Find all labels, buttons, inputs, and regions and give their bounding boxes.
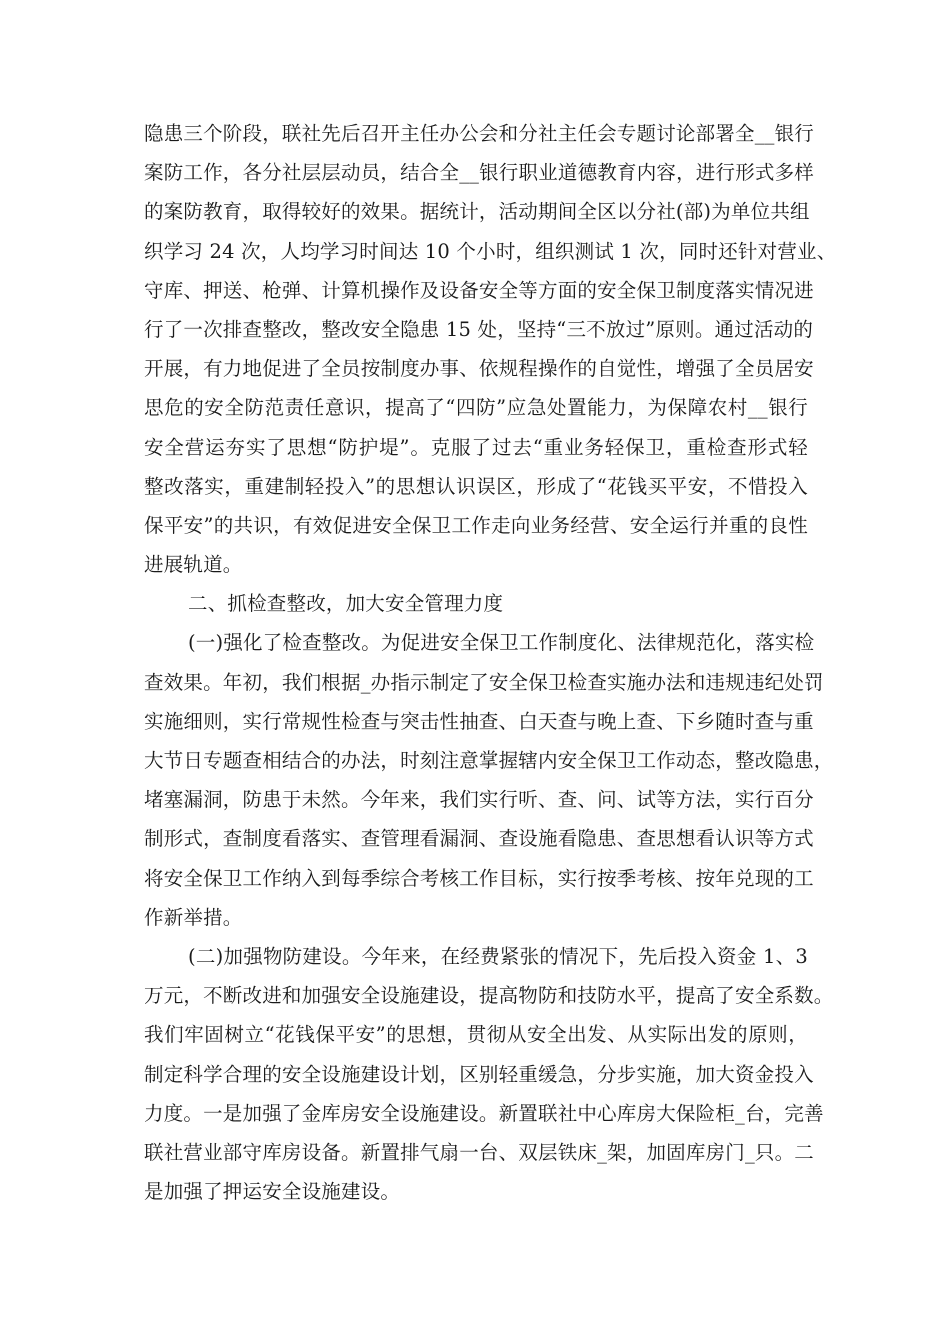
text-line: 是加强了押运安全设施建设。 <box>144 1180 401 1204</box>
text-line: 我们牢固树立“花钱保平安”的思想，贯彻从安全出发、从实际出发的原则， <box>144 1023 808 1047</box>
text-line: 思危的安全防范责任意识，提高了“四防”应急处置能力，为保障农村__银行 <box>144 396 808 420</box>
text-line: 力度。一是加强了金库房安全设施建设。新置联社中心库房大保险柜_台，完善 <box>144 1101 824 1125</box>
text-line: 行了一次排查整改，整改安全隐患 15 处，坚持“三不放过”原则。通过活动的 <box>144 317 814 341</box>
text-line: 作新举措。 <box>144 905 243 929</box>
text-line: 制定科学合理的安全设施建设计划，区别轻重缓急，分步实施，加大资金投入 <box>144 1062 814 1086</box>
text-line: 保平安”的共识，有效促进安全保卫工作走向业务经营、安全运行并重的良性 <box>144 513 808 537</box>
text-line: 联社营业部守库房设备。新置排气扇一台、双层铁床_架，加固库房门_只。二 <box>144 1140 815 1164</box>
text-line: (一)强化了检查整改。为促进安全保卫工作制度化、法律规范化，落实检 <box>188 631 815 655</box>
text-line: 二、抓检查整改，加大安全管理力度 <box>188 592 504 616</box>
text-line: 安全营运夯实了思想“防护堤”。克服了过去“重业务轻保卫，重检查形式轻 <box>144 435 808 459</box>
text-line: 将安全保卫工作纳入到每季综合考核工作目标，实行按季考核、按年兑现的工 <box>144 866 814 890</box>
text-line: 万元，不断改进和加强安全设施建设，提高物防和技防水平，提高了安全系数。 <box>144 984 834 1008</box>
text-line: 开展，有力地促进了全员按制度办事、依规程操作的自觉性，增强了全员居安 <box>144 357 814 381</box>
document-body <box>144 114 837 1211</box>
text-line: 进展轨道。 <box>144 553 243 577</box>
text-line: 案防工作，各分社层层动员，结合全__银行职业道德教育内容，进行形式多样 <box>144 161 815 185</box>
text-line: 查效果。年初，我们根据_办指示制定了安全保卫检查实施办法和违规违纪处罚 <box>144 670 824 694</box>
text-line: 隐患三个阶段，联社先后召开主任办公会和分社主任会专题讨论部署全__银行 <box>144 122 815 145</box>
text-line: 守库、押送、枪弹、计算机操作及设备安全等方面的安全保卫制度落实情况进 <box>144 278 814 302</box>
text-line: 大节日专题查相结合的办法，时刻注意掌握辖内安全保卫工作动态，整改隐患， <box>144 749 834 772</box>
text-line: 制形式，查制度看落实、查管理看漏洞、查设施看隐患、查思想看认识等方式 <box>144 827 814 851</box>
text-line: 的案防教育，取得较好的效果。据统计，活动期间全区以分社(部)为单位共组 <box>144 200 810 224</box>
text-line: 织学习 24 次，人均学习时间达 10 个小时，组织测试 1 次，同时还针对营业、 <box>144 239 837 263</box>
text-line: (二)加强物防建设。今年来，在经费紧张的情况下，先后投入资金 1、3 <box>188 944 808 968</box>
text-line: 实施细则，实行常规性检查与突击性抽查、白天查与晚上查、下乡随时查与重 <box>144 709 814 733</box>
text-line: 整改落实，重建制轻投入”的思想认识误区，形成了“花钱买平安，不惜投入 <box>144 474 808 498</box>
text-line: 堵塞漏洞，防患于未然。今年来，我们实行听、查、问、试等方法，实行百分 <box>144 788 814 812</box>
